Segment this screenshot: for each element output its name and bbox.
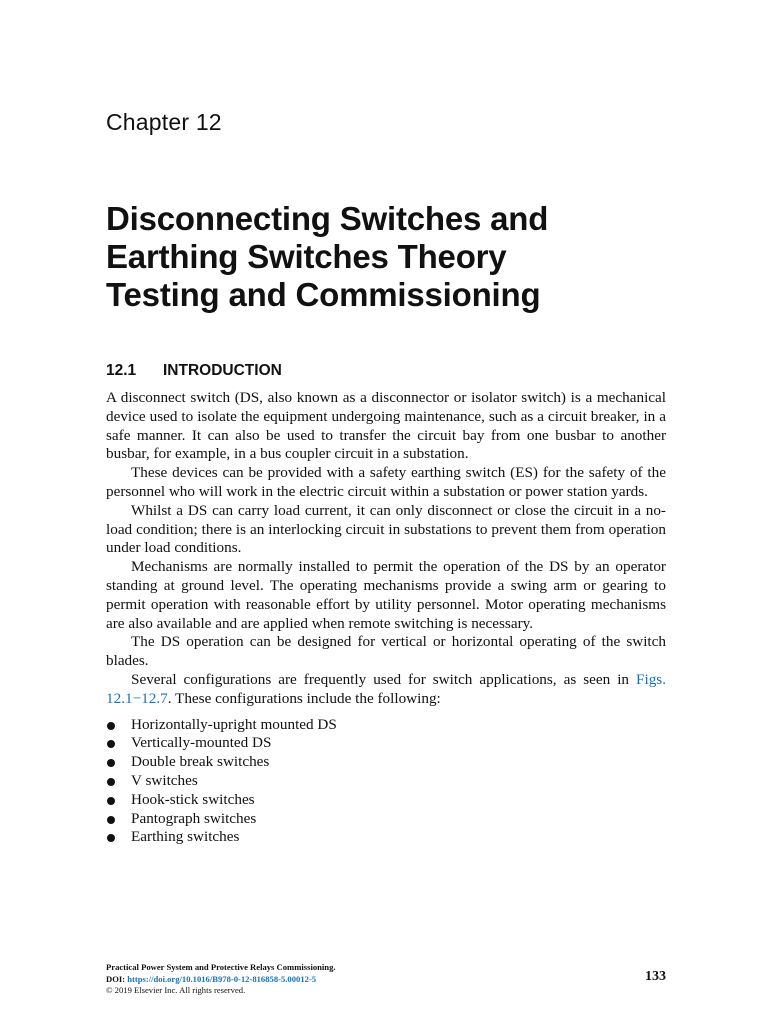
figure-reference-link[interactable]: Figs. 12.1−12.7 xyxy=(106,670,666,707)
body-text xyxy=(106,389,666,847)
chapter-title-line: Testing and Commissioning xyxy=(106,276,541,313)
bullet-icon xyxy=(107,834,115,842)
chapter-title-line: Earthing Switches Theory xyxy=(106,238,507,275)
list-item-label: Hook-stick switches xyxy=(131,790,255,808)
paragraph: Whilst a DS can carry load current, it can only disconnect or close the circuit in a no-load condition; there is an interlocking circuit in substations to prevent them from operation under load conditions. xyxy=(106,501,666,557)
list-item xyxy=(106,791,666,810)
list-item-label: Vertically-mounted DS xyxy=(131,734,272,752)
list-item xyxy=(106,828,666,847)
configuration-list xyxy=(106,716,666,848)
bullet-icon xyxy=(107,740,115,748)
paragraph: The DS operation can be designed for vertical or horizontal operating of the switch blades. xyxy=(106,633,666,670)
list-item-label: Pantograph switches xyxy=(131,809,257,827)
list-item xyxy=(106,753,666,772)
bullet-icon xyxy=(107,816,115,824)
paragraph: These devices can be provided with a safety earthing switch (ES) for the safety of the personnel who will work in the electric circuit within a substation or power station yards. xyxy=(106,464,666,500)
section-title: INTRODUCTION xyxy=(163,362,282,379)
list-item xyxy=(106,716,666,735)
chapter-label: Chapter 12 xyxy=(106,109,222,135)
list-item-label: Double break switches xyxy=(131,753,270,771)
paragraph xyxy=(106,671,666,709)
paragraph: Mechanisms are normally installed to permit the operation of the DS by an operator standing at ground level. The operating mechanisms provide a swing arm or gearing to permit operation with reasonable effort by utility personnel. Motor operating mechanisms are also available and are applied when remote switching is necessary. xyxy=(106,558,666,632)
list-item xyxy=(106,810,666,829)
bullet-icon xyxy=(107,778,115,786)
list-item xyxy=(106,772,666,791)
doi-label: DOI: xyxy=(106,973,128,984)
list-item xyxy=(106,734,666,753)
bullet-icon xyxy=(107,759,115,767)
paragraph-text: Several configurations are frequently used for switch applications, as seen in xyxy=(131,670,637,688)
book-title: Practical Power System and Protective Relays Commissioning. xyxy=(106,962,336,972)
chapter-title xyxy=(106,200,548,314)
doi-line xyxy=(106,974,666,986)
list-item-label: Horizontally-upright mounted DS xyxy=(131,715,337,733)
doi-link[interactable]: https://doi.org/10.1016/B978-0-12-816858-5.00012-5 xyxy=(127,973,317,984)
paragraph: A disconnect switch (DS, also known as a disconnector or isolator switch) is a mechanical device used to isolate the equipment undergoing maintenance, such as a circuit breaker, in a safe manner. It can also be used to transfer the circuit bay from one busbar to another busbar, for example, in a bus coupler circuit in a substation. xyxy=(106,389,666,463)
page-footer xyxy=(106,962,666,997)
paragraph-text: . These configurations include the following: xyxy=(167,689,441,707)
section-number: 12.1 xyxy=(106,362,137,379)
bullet-icon xyxy=(107,722,115,730)
chapter-title-line: Disconnecting Switches and xyxy=(106,200,549,237)
copyright: © 2019 Elsevier Inc. All rights reserved. xyxy=(106,985,246,995)
bullet-icon xyxy=(107,797,115,805)
section-heading xyxy=(106,362,282,380)
list-item-label: V switches xyxy=(131,771,198,789)
page-number: 133 xyxy=(645,969,666,984)
list-item-label: Earthing switches xyxy=(131,828,240,846)
